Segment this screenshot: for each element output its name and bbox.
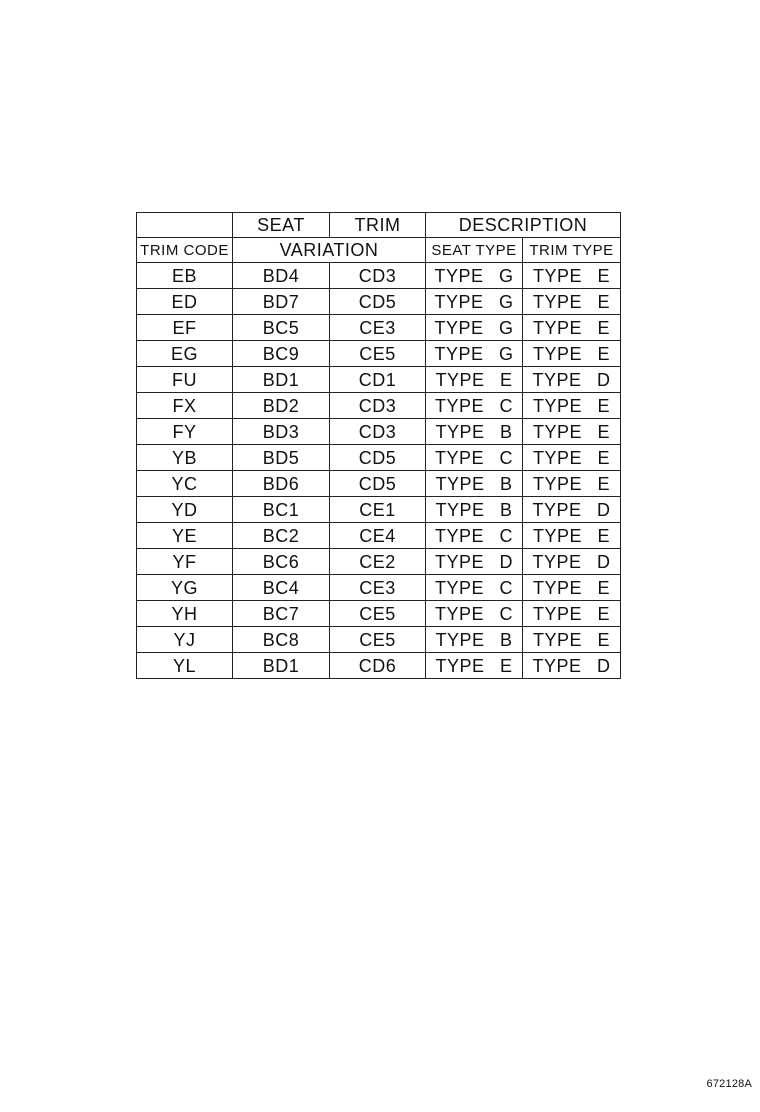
seat-variation-cell: BC5 (233, 315, 330, 341)
table-row (137, 393, 621, 419)
header-trim: TRIM (330, 213, 426, 238)
table-row (137, 263, 621, 289)
table-row (137, 367, 621, 393)
trim-type-cell: TYPE E (523, 575, 621, 601)
trim-code-cell: YG (137, 575, 233, 601)
seat-variation-cell: BD3 (233, 419, 330, 445)
header-seat: SEAT (233, 213, 330, 238)
seat-variation-cell: BC6 (233, 549, 330, 575)
table-row (137, 653, 621, 679)
seat-variation-cell: BD5 (233, 445, 330, 471)
seat-variation-cell: BD1 (233, 653, 330, 679)
seat-type-cell: TYPE C (426, 601, 523, 627)
table-row (137, 575, 621, 601)
seat-variation-cell: BC2 (233, 523, 330, 549)
table-row (137, 289, 621, 315)
trim-variation-cell: CD1 (330, 367, 426, 393)
trim-code-cell: YC (137, 471, 233, 497)
trim-variation-cell: CD3 (330, 393, 426, 419)
trim-code-cell: EG (137, 341, 233, 367)
trim-variation-cell: CD5 (330, 445, 426, 471)
table-row (137, 497, 621, 523)
table-row (137, 627, 621, 653)
trim-code-cell: FY (137, 419, 233, 445)
seat-type-cell: TYPE G (426, 289, 523, 315)
table-row (137, 601, 621, 627)
header-row-1 (137, 213, 621, 238)
seat-variation-cell: BC8 (233, 627, 330, 653)
header-variation: VARIATION (233, 238, 426, 263)
trim-code-cell: ED (137, 289, 233, 315)
figure-id: 672128A (706, 1078, 752, 1090)
table-row (137, 549, 621, 575)
seat-variation-cell: BD1 (233, 367, 330, 393)
trim-variation-cell: CE1 (330, 497, 426, 523)
trim-type-cell: TYPE E (523, 627, 621, 653)
trim-type-cell: TYPE E (523, 601, 621, 627)
table-row (137, 471, 621, 497)
trim-type-cell: TYPE E (523, 289, 621, 315)
seat-type-cell: TYPE G (426, 341, 523, 367)
header-seat-type: SEAT TYPE (426, 238, 523, 263)
header-blank-cell (137, 213, 233, 238)
table-row (137, 523, 621, 549)
seat-type-cell: TYPE B (426, 471, 523, 497)
trim-type-cell: TYPE E (523, 471, 621, 497)
trim-type-cell: TYPE E (523, 263, 621, 289)
seat-variation-cell: BD2 (233, 393, 330, 419)
trim-variation-cell: CD3 (330, 419, 426, 445)
seat-type-cell: TYPE C (426, 393, 523, 419)
trim-code-cell: YE (137, 523, 233, 549)
trim-variation-cell: CD5 (330, 471, 426, 497)
seat-type-cell: TYPE B (426, 627, 523, 653)
trim-code-cell: YB (137, 445, 233, 471)
seat-type-cell: TYPE C (426, 445, 523, 471)
seat-variation-cell: BD7 (233, 289, 330, 315)
trim-variation-cell: CD3 (330, 263, 426, 289)
trim-variation-cell: CE5 (330, 627, 426, 653)
table-row (137, 445, 621, 471)
trim-code-cell: EF (137, 315, 233, 341)
trim-code-cell: YF (137, 549, 233, 575)
trim-type-cell: TYPE E (523, 393, 621, 419)
trim-variation-cell: CD5 (330, 289, 426, 315)
header-trim-code: TRIM CODE (137, 238, 233, 263)
trim-variation-cell: CE3 (330, 315, 426, 341)
table-row (137, 341, 621, 367)
trim-variation-cell: CE2 (330, 549, 426, 575)
seat-variation-cell: BC7 (233, 601, 330, 627)
trim-code-cell: FX (137, 393, 233, 419)
trim-code-table (136, 212, 621, 679)
trim-code-cell: YJ (137, 627, 233, 653)
trim-code-cell: EB (137, 263, 233, 289)
trim-code-cell: YD (137, 497, 233, 523)
trim-type-cell: TYPE E (523, 315, 621, 341)
trim-type-cell: TYPE E (523, 445, 621, 471)
trim-type-cell: TYPE D (523, 367, 621, 393)
trim-variation-cell: CE4 (330, 523, 426, 549)
seat-type-cell: TYPE E (426, 367, 523, 393)
seat-variation-cell: BC1 (233, 497, 330, 523)
seat-variation-cell: BC9 (233, 341, 330, 367)
trim-type-cell: TYPE D (523, 549, 621, 575)
seat-variation-cell: BC4 (233, 575, 330, 601)
seat-type-cell: TYPE B (426, 419, 523, 445)
seat-variation-cell: BD6 (233, 471, 330, 497)
seat-type-cell: TYPE B (426, 497, 523, 523)
trim-variation-cell: CE5 (330, 601, 426, 627)
seat-type-cell: TYPE C (426, 523, 523, 549)
trim-code-cell: YL (137, 653, 233, 679)
trim-type-cell: TYPE D (523, 497, 621, 523)
table-row (137, 419, 621, 445)
trim-variation-cell: CE5 (330, 341, 426, 367)
trim-code-cell: FU (137, 367, 233, 393)
trim-type-cell: TYPE D (523, 653, 621, 679)
seat-type-cell: TYPE G (426, 315, 523, 341)
trim-variation-cell: CD6 (330, 653, 426, 679)
trim-code-cell: YH (137, 601, 233, 627)
seat-type-cell: TYPE D (426, 549, 523, 575)
seat-type-cell: TYPE C (426, 575, 523, 601)
header-description: DESCRIPTION (426, 213, 621, 238)
trim-type-cell: TYPE E (523, 419, 621, 445)
seat-type-cell: TYPE G (426, 263, 523, 289)
seat-variation-cell: BD4 (233, 263, 330, 289)
table-row (137, 315, 621, 341)
header-trim-type: TRIM TYPE (523, 238, 621, 263)
table-body (137, 263, 621, 679)
trim-variation-cell: CE3 (330, 575, 426, 601)
trim-type-cell: TYPE E (523, 341, 621, 367)
seat-type-cell: TYPE E (426, 653, 523, 679)
trim-type-cell: TYPE E (523, 523, 621, 549)
header-row-2 (137, 238, 621, 263)
